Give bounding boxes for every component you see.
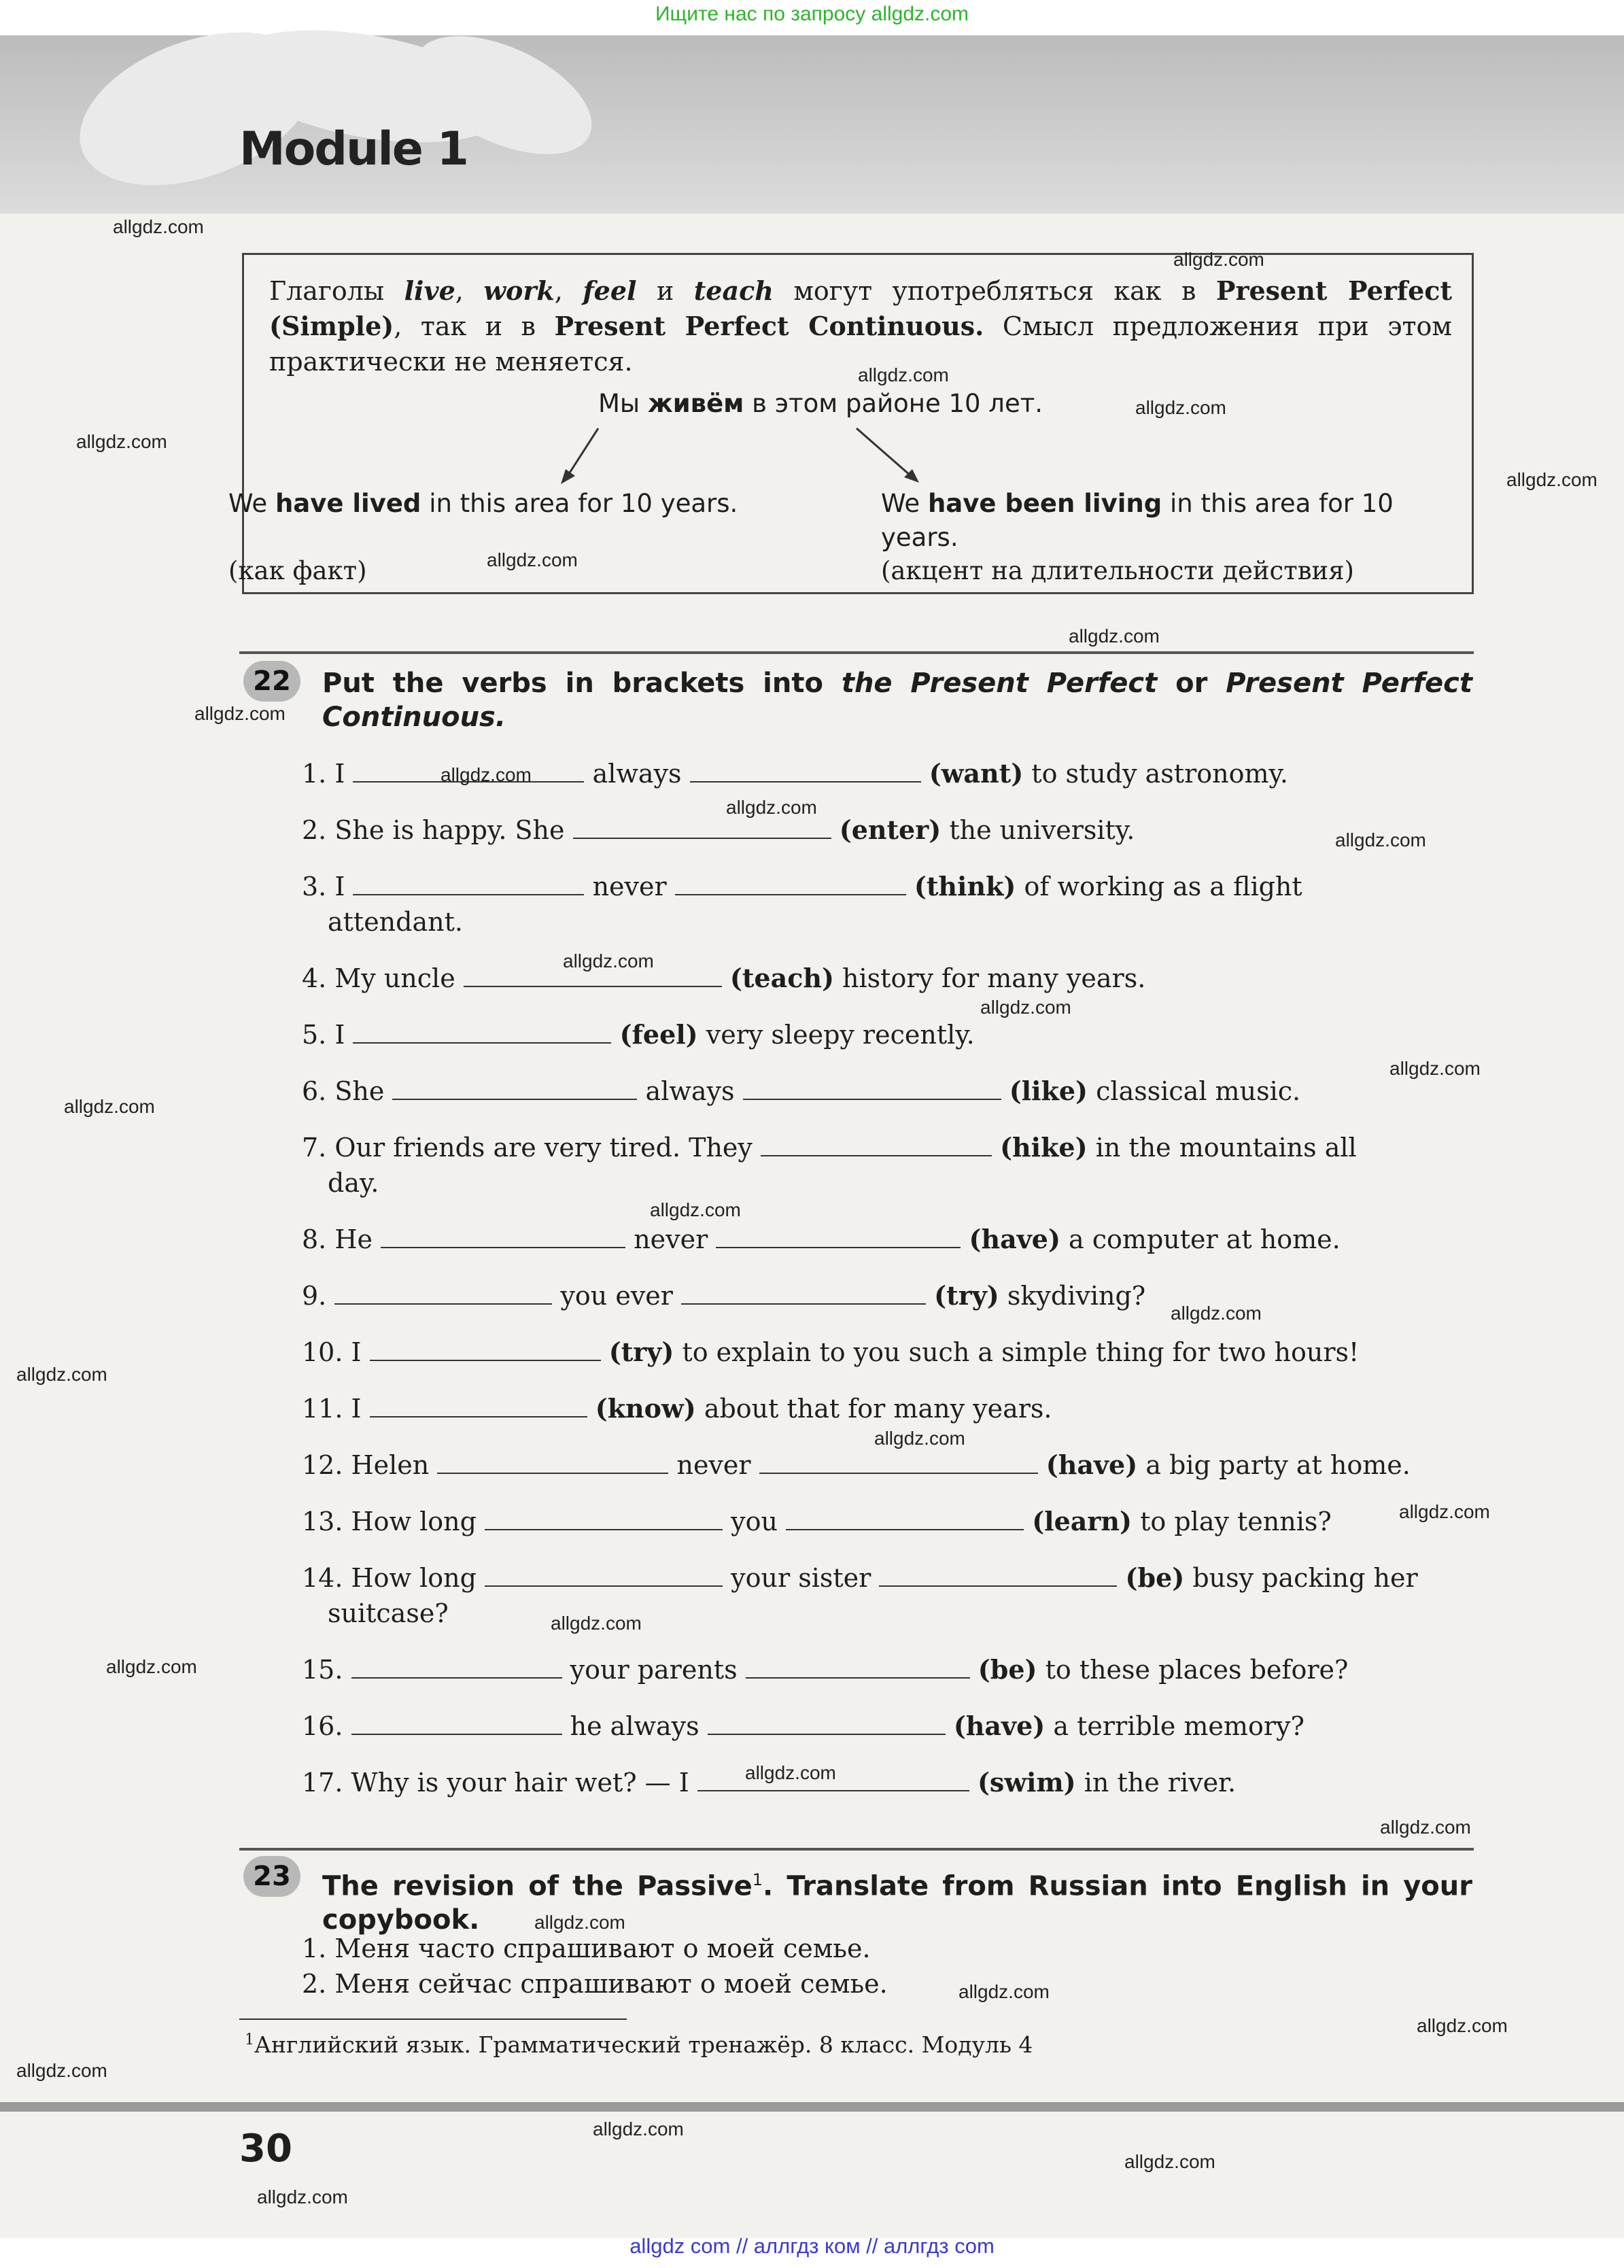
item-text: I [351,1394,362,1424]
instruction-tense: Present Perfect Continuous. [322,668,1472,733]
item-text: She is happy. She [334,815,565,845]
rule-arrows [557,422,1237,489]
item-text: She [334,1076,385,1106]
instruction-tense: the Present Perfect [841,668,1158,699]
exercise-item [302,1708,1474,1744]
item-text: Helen [351,1450,430,1480]
item-text: of working as a flight [1024,872,1302,901]
exercise-item-continuation [302,1165,1474,1201]
watermark: allgdz.com [1506,469,1597,490]
exercise-item [302,1447,1474,1483]
example-verb: have lived [275,489,421,518]
item-verb: (know) [595,1393,696,1424]
item-text: a terrible memory? [1053,1711,1305,1741]
watermark: allgdz.com [113,216,204,237]
item-text: never [676,1450,751,1480]
item-verb: (want) [929,758,1024,789]
item-text: in the river. [1084,1768,1237,1798]
item-text: Меня сейчас спрашивают о моей семье. [334,1969,888,1999]
rule-example-right [881,487,1452,555]
item-text: he always [570,1711,699,1741]
rule-text: и [656,276,674,306]
example-verb: живём [647,389,744,418]
answer-blank[interactable] [697,1789,969,1791]
answer-blank[interactable] [351,1733,562,1735]
item-verb: (have) [953,1711,1046,1741]
item-text: I [334,759,345,789]
watermark: allgdz.com [1171,1303,1262,1324]
item-verb: (have) [1046,1449,1138,1480]
answer-blank[interactable] [370,1415,587,1418]
item-text: suitcase? [328,1598,449,1628]
answer-blank[interactable] [392,1098,637,1100]
exercise-item [302,1765,1474,1800]
item-text: your parents [570,1655,738,1685]
exercise-item [302,1017,1474,1052]
item-number: 10. [302,1337,343,1367]
item-number: 6. [302,1076,327,1106]
item-text: How long [351,1563,477,1593]
example-text: in this area for 10 years. [429,489,738,518]
watermark: allgdz.com [257,2186,348,2207]
rule-note-left: (как факт) [228,556,367,585]
item-text: Меня часто спрашивают о моей семье. [334,1934,871,1963]
watermark: allgdz.com [745,1762,836,1783]
item-text: classical music. [1096,1076,1301,1106]
item-text: I [351,1337,362,1367]
arrow-left [568,428,598,476]
answer-blank[interactable] [334,1303,552,1305]
item-verb: (have) [969,1224,1060,1254]
item-number: 15. [302,1655,343,1685]
arrow-left-head [561,469,575,484]
item-verb: (teach) [729,963,834,993]
item-text: a big party at home. [1145,1450,1411,1480]
item-number: 4. [302,963,327,993]
watermark: allgdz.com [1069,625,1160,647]
item-number: 1. [302,759,327,789]
item-text: I [334,872,345,901]
item-verb: (be) [978,1654,1037,1685]
watermark: allgdz.com [16,2060,107,2081]
item-number: 14. [302,1563,343,1593]
exercise-item [302,1335,1474,1370]
tense-simple: Present Perfect (Simple) [269,275,1452,341]
item-text: in the mountains all [1095,1133,1357,1163]
verb-live: live [404,275,455,306]
item-verb: (learn) [1032,1506,1133,1536]
item-text: about that for many years. [704,1394,1052,1424]
item-number: 5. [302,1020,327,1050]
divider [239,651,1474,654]
watermark: allgdz.com [440,764,532,785]
item-text: I [334,1020,345,1050]
example-text: in this area for 10 years. [881,489,1394,552]
answer-blank[interactable] [485,1585,723,1587]
arrow-right [857,428,911,476]
example-text: We [228,489,268,518]
watermark: allgdz.com [1399,1501,1490,1522]
watermark: allgdz.com [16,1364,107,1385]
item-verb: (think) [914,871,1016,901]
item-verb: (be) [1125,1562,1185,1593]
exercise-item [302,1073,1474,1109]
watermark: allgdz.com [858,364,949,385]
exercise-item [302,1391,1474,1426]
rule-example-russian [598,389,1043,418]
grammar-rule-text: Глаголы live, work, feel и teach могут употребляться как в Present Perfect (Simple), так и в Present Perfect Continuous. Смысл предложения при этом практически не меняется. [269,275,1452,377]
bottom-band [0,2102,1624,2112]
rule-text: , так и в [394,311,536,341]
answer-blank[interactable] [573,837,831,839]
rule-text: Смысл предложения при этом практически не меняется. [269,311,1452,377]
footnote [245,2031,1033,2058]
instruction-text: The revision of the Passive [322,1870,753,1902]
answer-blank[interactable] [743,1098,1001,1100]
watermark: allgdz.com [593,2118,684,2140]
item-number: 11. [302,1394,343,1424]
item-number: 2. [302,815,327,845]
item-number: 17. [302,1768,343,1798]
item-text: you [731,1507,778,1536]
answer-blank[interactable] [675,893,906,895]
exercise-22-instruction [322,666,1472,734]
item-verb: (hike) [1000,1132,1088,1163]
item-text: to explain to you such a simple thing for two hours! [682,1337,1360,1367]
rule-text: Глаголы [269,276,385,306]
verb-work: work [483,275,555,306]
instruction-text: . Translate from Russian into English in your copybook. [322,1870,1472,1936]
answer-blank[interactable] [485,1528,723,1530]
exercise-item [302,1966,1474,2001]
item-verb: (try) [608,1337,674,1367]
watermark: allgdz.com [563,950,654,972]
item-text: He [334,1224,373,1254]
example-text: Мы [598,389,640,418]
watermark: allgdz.com [958,1981,1050,2002]
exercise-item [302,812,1474,848]
item-text: the university. [949,815,1135,845]
answer-blank[interactable] [464,985,722,987]
answer-blank[interactable] [759,1472,1038,1474]
exercise-23-instruction [322,1863,1472,1937]
watermark: allgdz.com [1417,2015,1508,2036]
item-text: never [634,1224,708,1254]
rule-text: могут употребляться как в [793,276,1196,306]
top-link[interactable]: Ищите нас по запросу allgdz.com [655,3,969,25]
footnote-mark: 1 [752,1870,763,1889]
item-verb: (feel) [619,1019,698,1050]
watermark: allgdz.com [726,797,817,818]
watermark: allgdz.com [874,1428,965,1449]
watermark: allgdz.com [64,1096,155,1117]
watermark: allgdz.com [1389,1058,1481,1079]
item-text: to play tennis? [1140,1507,1332,1536]
item-number: 13. [302,1507,343,1536]
answer-blank[interactable] [761,1154,992,1156]
item-text: history for many years. [842,963,1146,993]
instruction-text: Put the verbs in brackets into [322,668,823,699]
example-verb: have been living [927,489,1162,518]
exercise-item-continuation [302,904,1474,940]
watermark: allgdz.com [1335,829,1426,850]
instruction-text: or [1175,668,1208,699]
item-text: skydiving? [1007,1281,1146,1311]
item-number: 7. [302,1133,327,1163]
watermark: allgdz.com [194,703,286,724]
answer-blank[interactable] [370,1359,601,1361]
answer-blank[interactable] [716,1246,961,1248]
watermark: allgdz.com [650,1199,741,1220]
verb-teach: teach [693,275,774,306]
item-text: you ever [560,1281,673,1311]
item-verb: (like) [1009,1076,1088,1106]
exercise-item [302,1222,1474,1257]
item-number: 2. [302,1969,327,1999]
exercise-item [302,1931,1474,1966]
item-text: never [592,872,667,901]
answer-blank[interactable] [746,1677,970,1679]
watermark: allgdz.com [534,1912,625,1933]
watermark: allgdz.com [1173,249,1264,270]
exercise-item [302,869,1474,904]
item-number: 9. [302,1281,327,1311]
answer-blank[interactable] [351,1677,562,1679]
watermark: allgdz.com [1380,1817,1471,1838]
exercise-item [302,1130,1474,1165]
answer-blank[interactable] [786,1528,1024,1530]
item-number: 1. [302,1934,327,1963]
exercise-item [302,961,1474,996]
verb-feel: feel [583,275,637,306]
watermark: allgdz.com [1124,2151,1215,2172]
footnote-text: Английский язык. Грамматический тренажёр. 8 класс. Модуль 4 [254,2031,1033,2058]
item-text: your sister [731,1563,871,1593]
exercise-item [302,1504,1474,1539]
bottom-link[interactable]: allgdz com // аллгдз ком // аллгдз com [629,2234,995,2258]
watermark: allgdz.com [487,549,578,570]
item-text: Our friends are very tired. They [334,1133,753,1163]
module-title: Module 1 [239,122,468,176]
item-number: 8. [302,1224,327,1254]
item-number: 12. [302,1450,343,1480]
item-text: attendant. [328,907,463,937]
exercise-number-badge: 23 [243,1856,300,1897]
footnote-mark: 1 [245,2031,254,2048]
item-text: Why is your hair wet? — I [351,1768,689,1798]
exercise-item-continuation [302,1596,1474,1631]
divider [239,1848,1474,1851]
item-verb: (enter) [839,814,941,845]
example-text: в этом районе 10 лет. [752,389,1043,418]
exercise-item [302,1278,1474,1313]
watermark: allgdz.com [551,1613,642,1634]
item-verb: (try) [934,1280,999,1311]
item-text: very sleepy recently. [706,1020,975,1050]
answer-blank[interactable] [381,1246,625,1248]
exercise-item [302,1560,1474,1596]
item-text: always [645,1076,735,1106]
page-number: 30 [239,2127,292,2171]
answer-blank[interactable] [681,1303,926,1305]
answer-blank[interactable] [353,893,584,895]
item-number: 3. [302,872,327,901]
exercise-item [302,1652,1474,1687]
footnote-divider [239,2018,627,2020]
item-verb: (swim) [977,1767,1076,1798]
answer-blank[interactable] [708,1733,946,1735]
item-text: busy packing her [1192,1563,1418,1593]
watermark: allgdz.com [980,997,1071,1018]
watermark: allgdz.com [76,431,167,452]
exercise-number-badge: 22 [243,661,300,702]
watermark: allgdz.com [106,1656,197,1677]
answer-blank[interactable] [690,780,921,783]
item-text: to study astronomy. [1031,759,1288,789]
rule-example-left [228,487,759,521]
item-text: always [592,759,682,789]
rule-note-right: (акцент на длительности действия) [881,556,1354,585]
item-number: 16. [302,1711,343,1741]
example-text: We [881,489,920,518]
answer-blank[interactable] [353,1042,611,1044]
item-text: a computer at home. [1069,1224,1341,1254]
item-text: How long [351,1507,477,1536]
item-text: My uncle [334,963,455,993]
answer-blank[interactable] [879,1585,1117,1587]
answer-blank[interactable] [437,1472,668,1474]
item-text: day. [328,1168,379,1198]
tense-continuous: Present Perfect Continuous. [554,311,984,341]
watermark: allgdz.com [1135,397,1226,418]
item-text: to these places before? [1045,1655,1349,1685]
